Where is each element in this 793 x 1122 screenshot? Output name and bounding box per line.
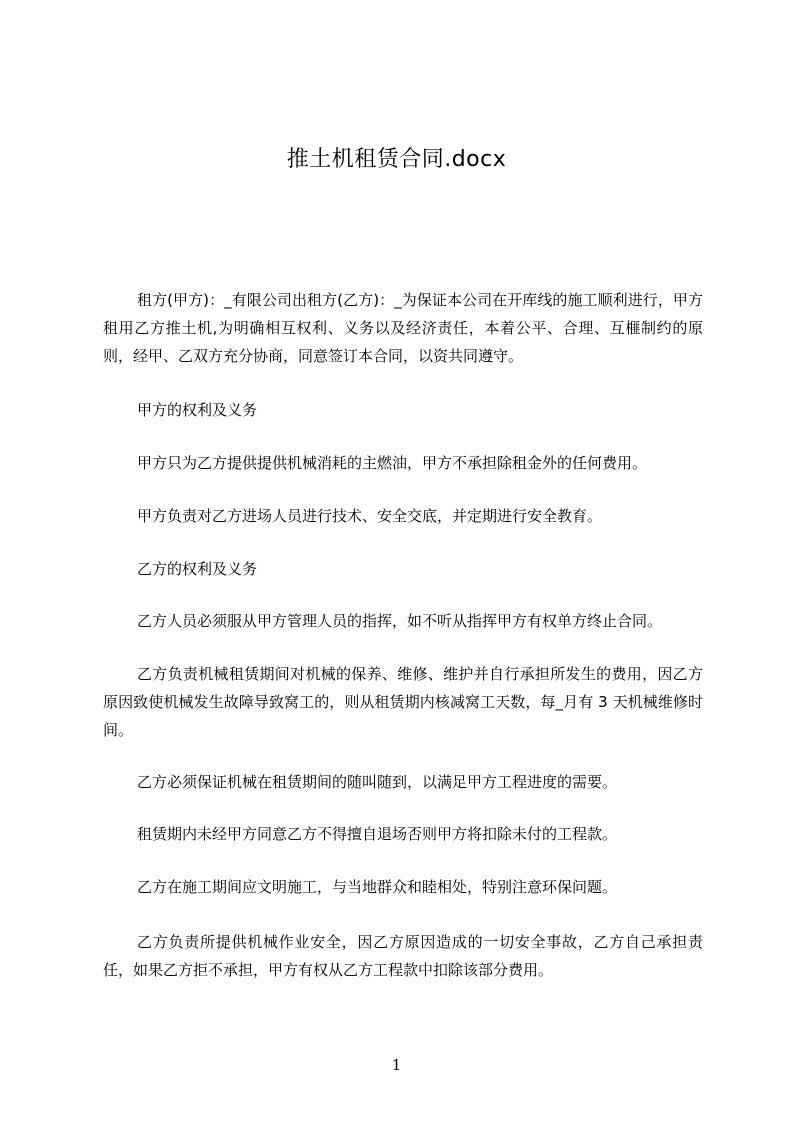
paragraph-safety-briefing: 甲方负责对乙方进场人员进行技术、安全交底，并定期进行安全教育。 [137, 507, 603, 525]
paragraph-no-early-exit: 租赁期内未经甲方同意乙方不得擅自退场否则甲方将扣除未付的工程款。 [137, 825, 618, 843]
paragraph-maintenance: 乙方负责机械租赁期间对机械的保养、维修、维护并自行承担所发生的费用，因乙方原因致使机械发生故障导致窝工的，则从租赁期内核减窝工天数，每_月有 3 天机械维修时间。 [103, 665, 703, 739]
document-title: 推土机租赁合同.docx [286, 147, 507, 172]
paragraph-availability: 乙方必须保证机械在租赁期间的随叫随到，以满足甲方工程进度的需要。 [137, 773, 618, 791]
paragraph-civil-construction: 乙方在施工期间应文明施工，与当地群众和睦相处，特别注意环保问题。 [137, 878, 618, 896]
paragraph-preamble: 租方(甲方)：_有限公司出租方(乙方)：_为保证本公司在开库线的施工顺利进行，甲方租用乙方推土机,为明确相互权利、义务以及经济责任，本着公平、合理、互榧制约的原则，经甲、乙双方充分协商，同意签订本合同，以资共同遵守。 [103, 291, 703, 365]
paragraph-obey-commands: 乙方人员必须服从甲方管理人员的指挥，如不听从指挥甲方有权单方终止合同。 [137, 612, 663, 630]
page-number: 1 [391, 1056, 402, 1074]
paragraph-operation-safety: 乙方负责所提供机械作业安全，因乙方原因造成的一切安全事故，乙方自己承担责任，如果乙方拒不承担，甲方有权从乙方工程款中扣除该部分费用。 [103, 933, 703, 979]
heading-party-b-rights: 乙方的权利及义务 [137, 560, 258, 578]
paragraph-fuel-supply: 甲方只为乙方提供提供机械消耗的主燃油，甲方不承担除租金外的任何费用。 [137, 454, 648, 472]
heading-party-a-rights: 甲方的权利及义务 [137, 401, 258, 419]
